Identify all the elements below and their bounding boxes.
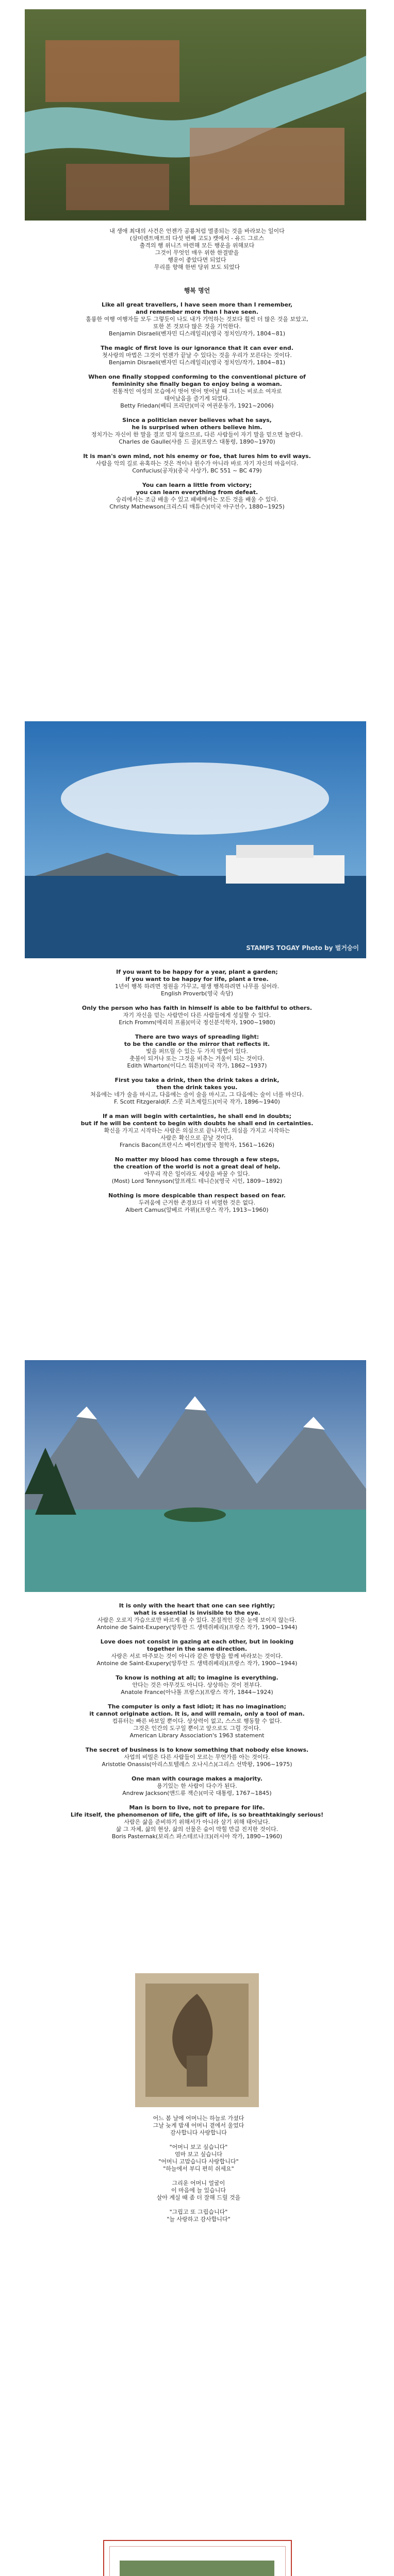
section-title: 행복 명언 — [184, 287, 210, 294]
quote-en: to be the candle or the mirror that reflects it. — [124, 1041, 270, 1047]
quote-ko: 삶 그 자체, 삶의 현상, 삶의 선물은 숨이 막힐 만큼 진지한 것이다. — [116, 1826, 278, 1833]
quote-source: Aristotle Onassis(아리스토텔레스 오나시스)(그리스 선박왕, 1906~1975) — [102, 1761, 292, 1768]
quote-en: the creation of the world is not a great deal of help. — [113, 1163, 281, 1170]
quote-en: The computer is only a fast idiot; it has no imagination; — [108, 1703, 286, 1710]
quote-source: Erich Fromm(에리히 프롬)(미국 정신분석학자, 1900~1980) — [119, 1019, 275, 1026]
quote-en: It is man's own mind, not his enemy or foe, that lures him to evil ways. — [83, 453, 311, 460]
quote-ko: 안다는 것은 아무것도 아니다. 상상하는 것이 전부다. — [132, 1682, 262, 1688]
quote-source: Confucius(공자)(중국 사상가, BC 551 ~ BC 479) — [132, 467, 262, 474]
quote-source: Charles de Gaulle(샤를 드 골)(프랑스 대통령, 1890~1970) — [119, 438, 275, 445]
note-line: "늘 사랑하고 감사합니다" — [167, 2216, 231, 2223]
photo-aerial-city — [25, 9, 366, 221]
mountain-lake-image — [25, 1360, 366, 1592]
quote-ko: 촛불이 되거나 또는 그것을 비추는 거울이 되는 것이다. — [129, 1055, 265, 1062]
harbour-image — [25, 721, 366, 958]
quote-source: Boris Pasternak(보리스 파스테르나크)(러시아 작가, 1890~1960) — [111, 1833, 283, 1840]
quote-ko: 빛을 퍼뜨릴 수 있는 두 가지 방법이 있다. — [146, 1048, 248, 1055]
quote-ko: 컴퓨터는 빠른 바보일 뿐이다. 상상력이 없고, 스스로 행동할 수 없다. — [112, 1718, 282, 1724]
quote-source: Edith Wharton(이디스 워튼)(미국 작가, 1862~1937) — [127, 1062, 267, 1069]
quote-ko: 아무리 작은 일이라도 세상을 바꿀 수 있다. — [144, 1171, 250, 1177]
note-line: "하늘에서 부디 편히 쉬세요" — [163, 2165, 234, 2172]
quote-en: together in the same direction. — [146, 1646, 248, 1652]
photo-caption: STAMPS TOGAY Photo by 벌거숭이 — [246, 944, 359, 952]
quotes-block-1 — [31, 301, 363, 511]
quote-ko: 사업의 비밀은 다른 사람들이 모르는 무언가를 아는 것이다. — [124, 1754, 270, 1760]
note-line: "그립고 또 그립습니다" — [169, 2209, 228, 2215]
quote-ko: 사람은 확신으로 끝날 것이다. — [160, 1134, 234, 1141]
quote-source: (Most) Lord Tennyson(알프레드 테니슨)(영국 시인, 1809~1892) — [111, 1178, 283, 1184]
note-line: 살아 계실 때 좀 더 잘해 드릴 것을 — [156, 2194, 241, 2201]
quote-ko: 정치가는 자신이 한 말을 결코 믿지 않으므로, 다른 사람들이 자기 말을 믿으면 놀란다. — [91, 431, 303, 438]
photo-mountain-lake — [25, 1360, 366, 1592]
quote-source: Anatole France(아나톨 프랑스)(프랑스 작가, 1844~1924) — [121, 1689, 273, 1696]
quote-en: it cannot originate action. It is, and will remain, only a tool of man. — [89, 1710, 305, 1717]
intro-line: 내 생애 최대의 사건은 언젠가 공룡처럼 멸종되는 것을 바라보는 일이다 — [109, 228, 285, 234]
quote-ko: 사람은 오로지 가슴으로만 바르게 볼 수 있다. 본질적인 것은 눈에 보이지 않는다. — [97, 1617, 297, 1623]
quote-source: F. Scott Fitzgerald(F. 스콧 피츠제럴드)(미국 작가, 1896~1940) — [114, 1098, 280, 1105]
quote-source: English Proverb(영국 속담) — [160, 990, 234, 997]
quote-en: You can learn a little from victory; — [142, 482, 252, 488]
quote-ko: 승리에서는 조금 배울 수 있고 패배에서는 모든 것을 배울 수 있다. — [116, 496, 278, 503]
quote-source: Christy Mathewson(크리스티 매튜슨)(미국 야구선수, 1880~1925) — [109, 503, 285, 510]
statue-image — [135, 1973, 259, 2107]
quotes-block-2 — [31, 969, 363, 1214]
quote-en: Nothing is more despicable than respect based on fear. — [108, 1192, 286, 1199]
quote-ko: 첫사랑의 마법은 그것이 언젠가 끝날 수 있다는 것을 우리가 모른다는 것이다. — [102, 352, 292, 359]
quote-en: you can learn everything from defeat. — [136, 489, 258, 496]
quote-ko: 사랑은 서로 마주보는 것이 아니라 같은 방향을 함께 바라보는 것이다. — [111, 1653, 283, 1659]
note-line: 감사합니다 사랑합니다 — [170, 2129, 227, 2136]
quote-ko: 훌륭한 여행 여행자들 모두 그렇듯이 나도 내가 기억하는 것보다 훨씬 더 많은 것을 보았고, — [86, 316, 308, 323]
quote-en: One man with courage makes a majority. — [132, 1775, 262, 1782]
quote-en: he is surprised when others believe him. — [132, 424, 262, 431]
memorial-note — [129, 2115, 268, 2223]
quote-en: No matter my blood has come through a few steps, — [114, 1156, 280, 1163]
quote-en: then the drink takes you. — [156, 1084, 238, 1091]
quote-ko: 처음에는 네가 술을 마시고, 다음에는 술이 술을 마시고, 그 다음에는 술이 너를 마신다. — [90, 1091, 304, 1098]
quote-ko: 그것은 인간의 도구일 뿐이고 앞으로도 그럴 것이다. — [133, 1725, 261, 1732]
quote-en: First you take a drink, then the drink takes a drink, — [114, 1077, 280, 1083]
intro-line: (삼미렌트매트의 다섯 번째 고도) 캣에서 - 유드 그로스 — [129, 235, 265, 242]
quote-en: what is essential is invisible to the eye. — [134, 1609, 260, 1616]
quote-source: Francis Bacon(프란시스 베이컨)(영국 철학자, 1561~1626) — [120, 1142, 274, 1148]
quote-en: Love does not consist in gazing at each other, but in looking — [100, 1638, 294, 1645]
note-line: 엄마 보고 싶습니다 — [174, 2151, 222, 2158]
quote-en: If you want to be happy for a year, plant a garden; — [116, 969, 278, 975]
quote-en: It is only with the heart that one can see rightly; — [119, 1602, 275, 1609]
note-line: 이 마음에 늘 있습니다 — [171, 2187, 226, 2194]
quote-source: American Library Association's 1963 statement — [129, 1732, 265, 1739]
aerial-city-image — [25, 9, 366, 221]
photo-statue — [135, 1973, 259, 2107]
note-line: "어머니 보고 싶습니다" — [169, 2144, 228, 2150]
quote-source: Albert Camus(알베르 카뮈)(프랑스 작가, 1913~1960) — [125, 1207, 269, 1213]
quote-en: There are two ways of spreading light: — [135, 1033, 259, 1040]
intro-line: 출격의 행 위니즈 마련해 모든 행운을 위해보다 — [139, 242, 255, 249]
quote-en: The secret of business is to know something that nobody else knows. — [85, 1747, 309, 1753]
quote-en: Life itself, the phenomenon of life, the gift of life, is so breathtakingly serious! — [70, 1811, 324, 1818]
quote-ko: 용기있는 한 사람이 다수가 된다. — [157, 1783, 237, 1789]
note-line: 그날 늦게 밤새 어머니 곁에서 울었다 — [153, 2122, 244, 2129]
quote-en: Like all great travellers, I have seen more than I remember, — [101, 301, 293, 308]
quote-source: Antoine de Saint-Exupery(앙투안 드 생텍쥐페리)(프랑스 작가, 1900~1944) — [96, 1624, 298, 1631]
note-line: 그리운 어머니 얼굴이 — [172, 2180, 225, 2187]
intro-line: 그것이 무엇인 매우 위한 한결받을 — [155, 249, 239, 256]
intro-text — [31, 228, 363, 271]
quote-en: If a man will begin with certainties, he shall end in doubts; — [102, 1113, 292, 1120]
quote-ko: 사람을 악의 길로 유혹하는 것은 적이나 원수가 아니라 바로 자기 자신의 마음이다. — [95, 460, 299, 467]
note-line: 어느 봄 날에 어머니는 하늘로 가셨다 — [153, 2115, 244, 2122]
quote-source: Benjamin Disraeli(벤자민 디스레일리)(영국 정치인/작가, 1804~81) — [108, 330, 286, 337]
quote-ko: 확신을 가지고 시작하는 사람은 의심으로 끝나지만, 의심을 가지고 시작하는 — [104, 1127, 290, 1134]
quote-en: The magic of first love is our ignorance that it can ever end. — [101, 345, 293, 351]
quote-en: When one finally stopped conforming to the conventional picture of — [88, 374, 306, 380]
intro-line: 행운이 좋았다면 되었다 — [168, 257, 226, 263]
quote-source: Antoine de Saint-Exupery(앙투안 드 생텍쥐페리)(프랑스 작가, 1900~1944) — [96, 1660, 298, 1667]
quote-ko: 1년이 행복 하려면 정원을 가꾸고, 평생 행복하려면 나무를 심어라. — [114, 983, 280, 990]
quote-en: Since a politician never believes what he says, — [122, 417, 272, 423]
photo-flowers — [120, 2561, 274, 2576]
quote-ko: 전통적인 여성의 모습에서 벗어 벗어 벗어날 때 그녀는 비로소 여자로 — [112, 388, 282, 395]
quote-source: Betty Friedan(베티 프리단)(미국 여권운동가, 1921~2006) — [120, 402, 274, 409]
intro-line: 무리를 향해 한번 당위 보도 되었다 — [154, 264, 240, 270]
quote-source: Andrew Jackson(앤드류 잭슨)(미국 대통령, 1767~1845) — [122, 1790, 272, 1797]
quote-ko: 두려움에 근거한 존경보다 더 비열한 것은 없다. — [138, 1199, 256, 1206]
quote-en: femininity she finally began to enjoy being a woman. — [112, 381, 282, 387]
note-line: "어머니 고맙습니다 사랑합니다" — [158, 2158, 239, 2165]
quote-en: Only the person who has faith in himself is able to be faithful to others. — [81, 1005, 313, 1011]
quote-en: if you want to be happy for life, plant a tree. — [125, 976, 269, 982]
quote-en: Man is born to live, not to prepare for life. — [129, 1804, 265, 1811]
flowers-image — [120, 2561, 274, 2576]
quote-ko: 자기 자신을 믿는 사람만이 다른 사람들에게 성실할 수 있다. — [123, 1012, 271, 1019]
quote-ko: 태어났음을 즐기게 되었다. — [164, 395, 230, 402]
quote-en: but if he will be content to begin with doubts he shall end in certainties. — [80, 1120, 314, 1127]
photo-harbour — [25, 721, 366, 958]
quotes-block-3 — [31, 1602, 363, 1840]
quote-ko: 또한 본 것보다 많은 것을 기억한다. — [153, 323, 241, 330]
quote-ko: 사람은 삶을 준비하기 위해서가 아니라 살기 위해 태어났다. — [124, 1819, 270, 1825]
quote-source: Benjamin Disraeli(벤자민 디스레일리)(영국 정치인/작가, 1804~81) — [108, 359, 286, 366]
quote-en: and remember more than I have seen. — [136, 309, 258, 315]
quote-en: To know is nothing at all; to imagine is everything. — [116, 1674, 278, 1681]
